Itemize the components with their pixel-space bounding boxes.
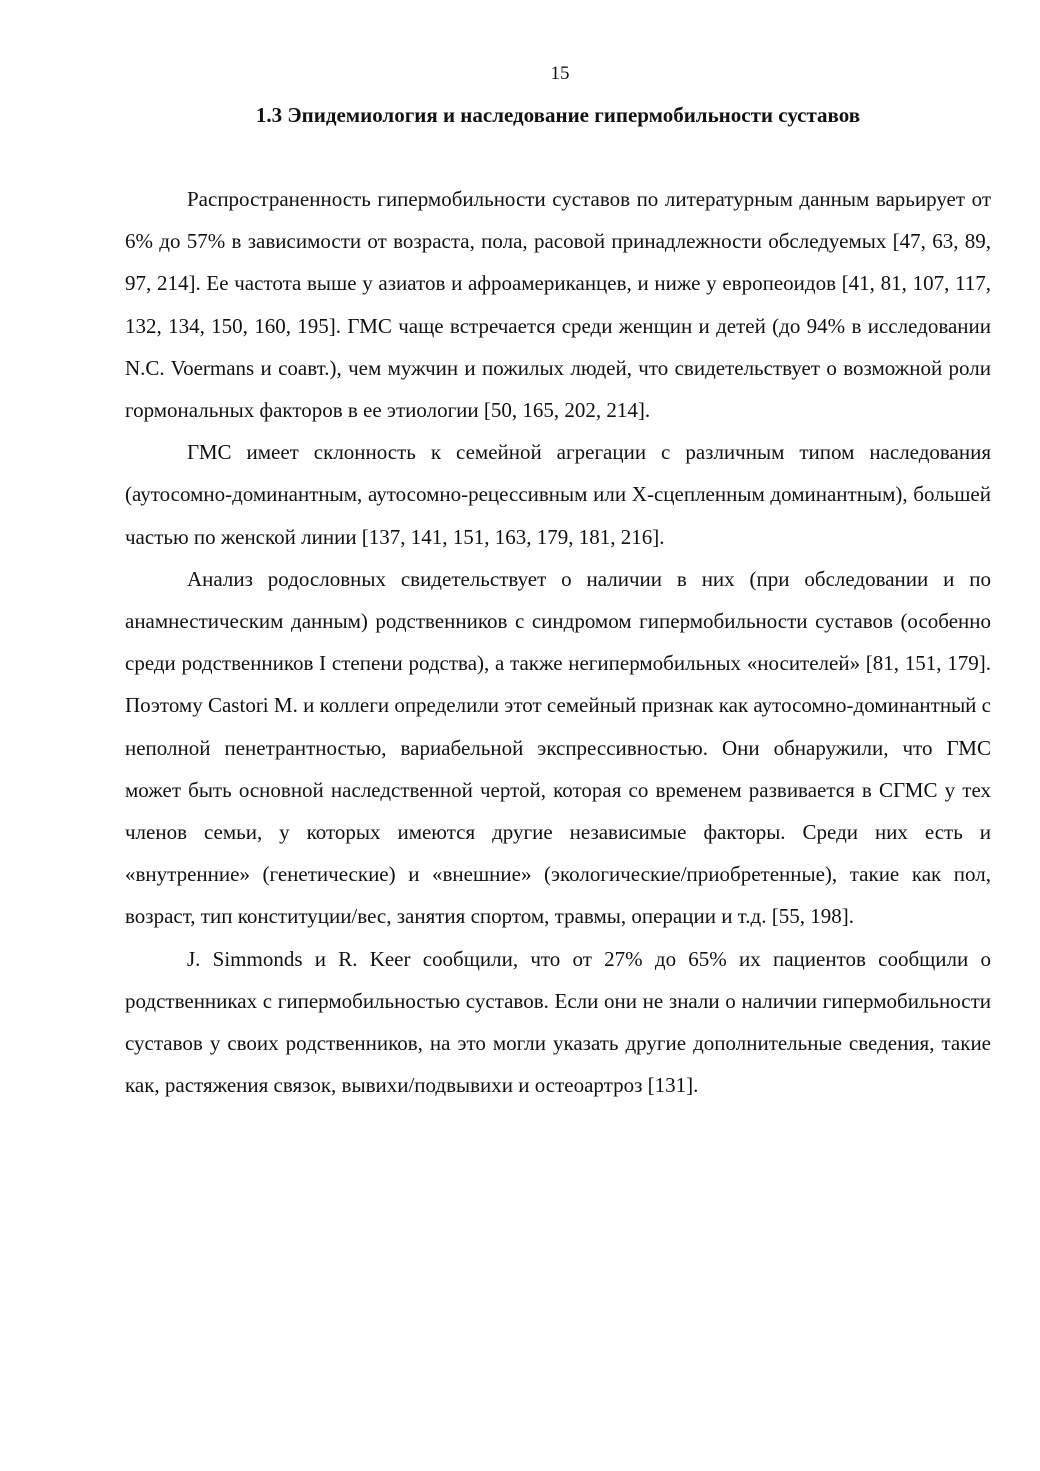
body-text [125, 178, 991, 1106]
paragraph-simmonds-keer: J. Simmonds и R. Keer сообщили, что от 27% до 65% их пациентов сообщили о родственниках с гипермобильностью суставов. Если они не знали о наличии гипермобильности суставов у своих родственников, на это могли указать другие дополнительные сведения, такие как, растяжения связок, вывихи/подвывихи и остеоартроз [131]. [125, 946, 991, 1098]
paragraph-prevalence: Распространенность гипермобильности суставов по литературным данным варьирует от 6% до 57% в зависимости от возраста, пола, расовой принадлежности обследуемых [47, 63, 89, 97, 214]. Ее частота выше у азиатов и афроамериканцев, и ниже у европеоидов [41, 81, 107, 117, 132, 134, 150, 160, 195]. ГМС чаще встречается среди женщин и детей (до 94% в исследовании N.C. Voermans и соавт.), чем мужчин и пожилых людей, что свидетельствует о возможной роли гормональных факторов в ее этиологии [50, 165, 202, 214]. [125, 187, 991, 423]
page-number: 15 [550, 63, 570, 84]
section-title: 1.3 Эпидемиология и наследование гипермобильности суставов [255, 103, 861, 127]
paragraph-pedigree-analysis: Анализ родословных свидетельствует о наличии в них (при обследовании и по анамнестическим данным) родственников с синдромом гипермобильности суставов (особенно среди родственников I степени родства), а также негипермобильных «носителей» [81, 151, 179]. Поэтому Castori M. и коллеги определили этот семейный признак как аутосомно-доминантный с неполной пенетрантностью, вариабельной экспрессивностью. Они обнаружили, что ГМС может быть основной наследственной чертой, которая со временем развивается в СГМС у тех членов семьи, у которых имеются другие независимые факторы. Среди них есть и «внутренние» (генетические) и «внешние» (экологические/приобретенные), такие как пол, возраст, тип конституции/вес, занятия спортом, травмы, операции и т.д. [55, 198]. [125, 566, 991, 929]
paragraph-familial-aggregation: ГМС имеет склонность к семейной агрегации с различным типом наследования (аутосомно-доминантным, аутосомно-рецессивным или X-сцепленным доминантным), большей частью по женской линии [137, 141, 151, 163, 179, 181, 216]. [125, 440, 991, 549]
